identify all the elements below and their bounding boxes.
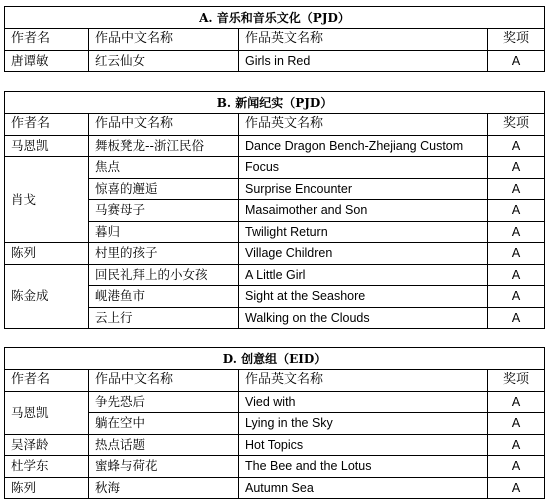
cn-title-cell: 蜜蜂与荷花 [89, 456, 239, 478]
cn-title-cell: 惊喜的邂逅 [89, 178, 239, 200]
header-cn-title: 作品中文名称 [89, 29, 239, 51]
author-cell: 马恩凯 [5, 135, 89, 157]
section-table-d [4, 347, 545, 499]
award-cell: A [488, 264, 545, 286]
header-award: 奖项 [488, 370, 545, 392]
cn-title-cell: 暮归 [89, 221, 239, 243]
header-award: 奖项 [488, 29, 545, 51]
award-cell: A [488, 135, 545, 157]
award-cell: A [488, 157, 545, 179]
cn-title-cell: 岘港鱼市 [89, 286, 239, 308]
award-cell: A [488, 413, 545, 435]
award-cell: A [488, 243, 545, 265]
table-row [5, 50, 545, 72]
cn-title-cell: 焦点 [89, 157, 239, 179]
en-title-cell: Autumn Sea [239, 477, 488, 499]
cn-title-cell: 回民礼拜上的小女孩 [89, 264, 239, 286]
award-cell: A [488, 50, 545, 72]
cn-title-cell: 争先恐后 [89, 391, 239, 413]
en-title-cell: Sight at the Seashore [239, 286, 488, 308]
award-cell: A [488, 391, 545, 413]
cn-title-cell: 热点话题 [89, 434, 239, 456]
author-cell: 陈金成 [5, 264, 89, 329]
author-cell: 陈列 [5, 243, 89, 265]
en-title-cell: Masaimother and Son [239, 200, 488, 222]
header-cn-title: 作品中文名称 [89, 114, 239, 136]
header-cn-title: 作品中文名称 [89, 370, 239, 392]
table-row [5, 456, 545, 478]
award-cell: A [488, 307, 545, 329]
en-title-cell: Lying in the Sky [239, 413, 488, 435]
award-cell: A [488, 178, 545, 200]
en-title-cell: A Little Girl [239, 264, 488, 286]
header-en-title: 作品英文名称 [239, 370, 488, 392]
table-row [5, 477, 545, 499]
award-cell: A [488, 456, 545, 478]
section-title: D. 创意组（EID） [5, 348, 545, 370]
section-table-a [4, 6, 545, 72]
en-title-cell: Dance Dragon Bench-Zhejiang Custom [239, 135, 488, 157]
en-title-cell: Girls in Red [239, 50, 488, 72]
author-cell: 肖戈 [5, 157, 89, 243]
en-title-cell: Twilight Return [239, 221, 488, 243]
cn-title-cell: 云上行 [89, 307, 239, 329]
table-row [5, 157, 545, 179]
header-en-title: 作品英文名称 [239, 114, 488, 136]
award-cell: A [488, 200, 545, 222]
table-row [5, 264, 545, 286]
header-author: 作者名 [5, 29, 89, 51]
section-title: A. 音乐和音乐文化（PJD） [5, 7, 545, 29]
en-title-cell: Focus [239, 157, 488, 179]
table-row [5, 434, 545, 456]
header-award: 奖项 [488, 114, 545, 136]
cn-title-cell: 躺在空中 [89, 413, 239, 435]
header-author: 作者名 [5, 114, 89, 136]
en-title-cell: Village Children [239, 243, 488, 265]
award-cell: A [488, 477, 545, 499]
en-title-cell: Hot Topics [239, 434, 488, 456]
header-en-title: 作品英文名称 [239, 29, 488, 51]
author-cell: 杜学东 [5, 456, 89, 478]
table-row [5, 243, 545, 265]
author-cell: 吴泽龄 [5, 434, 89, 456]
en-title-cell: Vied with [239, 391, 488, 413]
author-cell: 唐谭敏 [5, 50, 89, 72]
cn-title-cell: 红云仙女 [89, 50, 239, 72]
author-cell: 陈列 [5, 477, 89, 499]
award-cell: A [488, 221, 545, 243]
en-title-cell: Walking on the Clouds [239, 307, 488, 329]
section-title: B. 新闻纪实（PJD） [5, 92, 545, 114]
cn-title-cell: 舞板凳龙--浙江民俗 [89, 135, 239, 157]
award-cell: A [488, 434, 545, 456]
table-row [5, 135, 545, 157]
table-row [5, 391, 545, 413]
cn-title-cell: 马赛母子 [89, 200, 239, 222]
author-cell: 马恩凯 [5, 391, 89, 434]
cn-title-cell: 秋海 [89, 477, 239, 499]
en-title-cell: Surprise Encounter [239, 178, 488, 200]
award-cell: A [488, 286, 545, 308]
header-author: 作者名 [5, 370, 89, 392]
cn-title-cell: 村里的孩子 [89, 243, 239, 265]
en-title-cell: The Bee and the Lotus [239, 456, 488, 478]
section-table-b [4, 91, 545, 329]
